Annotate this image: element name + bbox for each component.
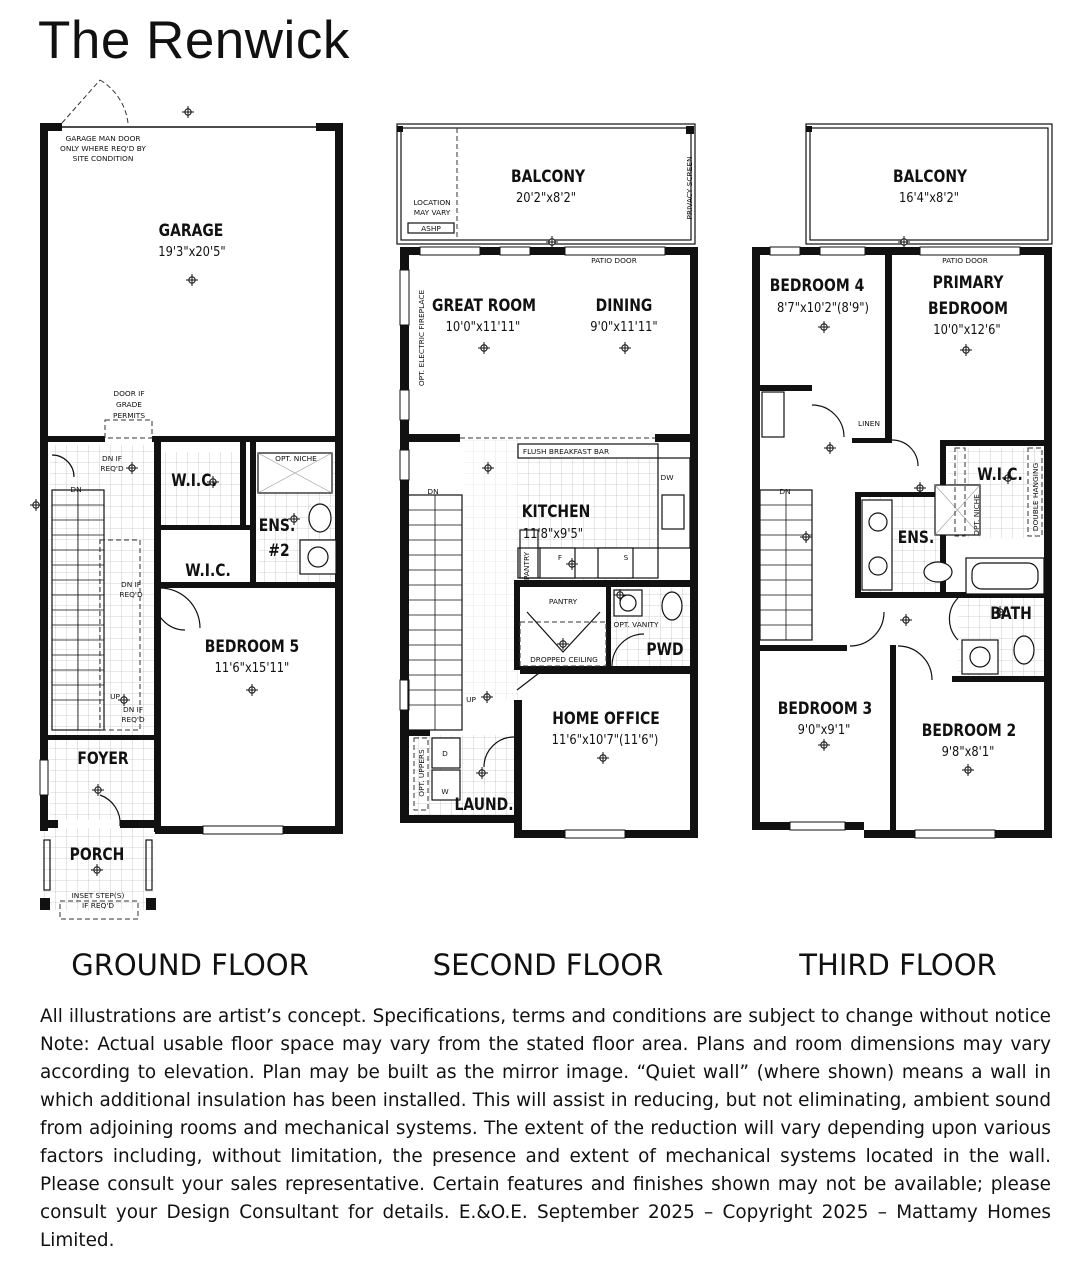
ground-wall-interior-v	[154, 442, 161, 832]
kitchen-pantry-label: PANTRY	[522, 551, 531, 581]
second-window-left-2	[400, 390, 409, 420]
office-window	[565, 830, 625, 838]
ground-wall-top-right	[316, 123, 343, 131]
ens-sink-2	[869, 557, 887, 575]
ground-floor-plan	[30, 80, 343, 919]
primary-door-swing	[892, 440, 918, 466]
bedroom4-primary-wall	[885, 250, 892, 440]
ground-floor-label: GROUND FLOOR	[71, 948, 309, 982]
reqd-note-c: REQ'D	[121, 715, 145, 724]
dryer-label: D	[442, 749, 448, 758]
pwd-name: PWD	[646, 639, 684, 660]
bedroom5-dim: 11'6"x15'11"	[214, 659, 290, 676]
second-up-label: UP	[466, 695, 476, 704]
third-patio-door-label: PATIO DOOR	[942, 256, 988, 265]
ground-wall-bottom-mid	[120, 820, 155, 828]
bedroom2-name: BEDROOM 2	[921, 720, 1017, 741]
second-window-left-1	[400, 270, 409, 325]
dn-if-note-a: DN IF	[102, 454, 122, 463]
dining-dim: 9'0"x11'11"	[590, 318, 658, 335]
garage-door-note-1: GARAGE MAN DOOR	[65, 134, 141, 143]
second-window-top-1	[420, 247, 480, 255]
door-grade-note-1: DOOR IF	[113, 389, 145, 398]
reqd-note-a: REQ'D	[100, 464, 124, 473]
opt-uppers-label: OPT. UPPERS	[417, 749, 426, 797]
dw-label: DW	[660, 473, 674, 482]
porch-name: PORCH	[69, 844, 125, 865]
wic-wall	[155, 525, 250, 530]
second-balcony-name: BALCONY	[511, 166, 586, 187]
fridge-label: F	[557, 553, 563, 562]
foyer-name: FOYER	[77, 748, 129, 769]
ground-wall-top-left	[40, 123, 62, 131]
wic-top-wall	[940, 440, 1050, 446]
kitchen-bottom-wall	[514, 580, 698, 587]
ens2-wall	[250, 442, 256, 587]
third-balcony-name: BALCONY	[893, 166, 968, 187]
bath-door-swing	[949, 598, 958, 640]
third-opt-niche-label: OPT. NICHE	[972, 494, 981, 536]
dropped-ceiling-label: DROPPED CEILING	[530, 655, 598, 664]
privacy-screen-label: PRIVACY SCREEN	[685, 156, 694, 220]
great-room-name: GREAT ROOM	[432, 295, 536, 316]
linen-wall	[852, 438, 892, 443]
ens2-toilet	[309, 504, 331, 532]
garage-dim: 19'3"x20'5"	[158, 243, 226, 260]
pantry-wall-left	[514, 580, 520, 670]
laundry-bottom-wall	[400, 815, 522, 823]
garage-name: GARAGE	[158, 220, 224, 241]
third-ens-name: ENS.	[897, 527, 935, 548]
porch-post-right	[146, 898, 156, 910]
double-hanging-label: DOUBLE HANGING	[1031, 462, 1040, 532]
ground-wall-bottom-left	[40, 820, 58, 828]
wic-side-wall	[240, 442, 246, 530]
porch-post-left	[40, 898, 50, 910]
pwd-wall	[606, 587, 611, 669]
ground-wall-left	[40, 123, 48, 831]
third-window-top-2	[820, 247, 865, 255]
bedroom4-dim: 8'7"x10'2"(8'9")	[776, 299, 870, 316]
kitchen-counter-bottom	[518, 548, 658, 581]
second-balcony-dim: 20'2"x8'2"	[515, 189, 577, 206]
location-note-1: LOCATION	[413, 198, 451, 207]
second-hall-tile	[463, 440, 518, 700]
bedroom5-name: BEDROOM 5	[204, 636, 300, 657]
third-balcony-dim: 16'4"x8'2"	[898, 189, 960, 206]
ground-window-left	[40, 760, 48, 795]
pwd-toilet	[662, 592, 682, 620]
third-floor-plan	[752, 124, 1052, 838]
stove-label: S	[623, 553, 629, 562]
third-wic-name: W.I.C.	[977, 464, 1023, 485]
bedroom2-dim: 9'8"x8'1"	[941, 743, 995, 760]
ground-up-label: UP	[110, 692, 120, 701]
fireplace-label: OPT. ELECTRIC FIREPLACE	[417, 289, 426, 387]
kitchen-name: KITCHEN	[521, 501, 591, 522]
third-patio-door	[920, 247, 1020, 255]
second-floor-plan	[397, 124, 698, 838]
dn-if-note-c: DN IF	[123, 705, 143, 714]
door-grade-note-2: GRADE	[116, 400, 142, 409]
second-dn-label: DN	[427, 487, 439, 496]
bedroom5-door-swing	[160, 588, 200, 628]
third-stair-treads	[760, 490, 812, 640]
garage-man-door-swing	[62, 80, 128, 123]
door-if-grade-outline	[105, 420, 152, 438]
third-wall-left	[752, 247, 760, 829]
plan-title: The Renwick	[38, 11, 350, 70]
ens2-sink	[308, 547, 328, 567]
home-office-name: HOME OFFICE	[552, 708, 660, 729]
bedroom2-window	[915, 830, 995, 838]
legal-disclaimer: All illustrations are artist’s concept. Specifications, terms and conditions are subject to change without notice Note: Actual usable floor space may vary from the stated floor area. Plans and room dimensions may vary according to elevation. Plan may be built as the mirror image. “Quiet wall” (where shown) means a wall in which additional insulation has been installed. This will assist in reducing, but not eliminating, ambient sound from adjoining rooms and mechanical systems. The extent of the reduction will vary depending upon various factors including, without limitation, the presence and extent of mechanical systems located in the wall. Please consult your sales representative. Certain features and finishes shown may not be available; please consult your Design Consultant for details. E.&O.E. September 2025 – Copyright 2025 – Mattamy Homes Limited.	[40, 1006, 1051, 1251]
great-room-wall-right	[655, 434, 698, 442]
inset-step-note-2: IF REQ'D	[81, 901, 115, 910]
patio-door	[565, 247, 665, 255]
second-floor-label: SECOND FLOOR	[432, 948, 664, 982]
primary-name-2: BEDROOM	[928, 298, 1008, 319]
bedroom3-top-wall	[752, 645, 847, 651]
bedroom2-door-swing	[898, 646, 932, 680]
ens-toilet	[924, 562, 952, 582]
pantry-label: PANTRY	[548, 597, 578, 606]
third-wall-right	[1044, 247, 1052, 837]
second-window-top-2	[500, 247, 530, 255]
ground-window-bottom	[203, 826, 283, 834]
garage-door-note-2: ONLY WHERE REQ'D BY	[60, 144, 146, 153]
garage-wall-a	[40, 436, 105, 442]
bedroom4-bottom-wall	[752, 385, 812, 391]
great-room-dim: 10'0"x11'11"	[445, 318, 521, 335]
primary-name-1: PRIMARY	[932, 272, 1004, 293]
bedroom4-door-swing	[812, 405, 844, 437]
ens2-name-1: ENS.	[258, 515, 296, 536]
garage-wall-b	[152, 436, 343, 442]
dining-name: DINING	[595, 295, 653, 316]
bath-toilet	[1014, 636, 1034, 664]
bedroom3-dim: 9'0"x9'1"	[797, 721, 851, 738]
kitchen-sink	[662, 495, 684, 529]
laundry-top-wall	[400, 730, 430, 736]
ashp-label: ASHP	[421, 224, 441, 233]
ground-opt-niche: OPT. NICHE	[275, 454, 317, 463]
second-window-left-3	[400, 450, 409, 480]
ground-wall-right	[335, 123, 343, 831]
reqd-note-b: REQ'D	[119, 590, 143, 599]
location-note-2: MAY VARY	[413, 208, 451, 217]
laundry-name: LAUND.	[454, 794, 514, 815]
third-closet	[762, 392, 784, 437]
kitchen-dim: 11'8"x9'5"	[522, 525, 584, 542]
garage-door-note-3: SITE CONDITION	[72, 154, 134, 163]
bedroom3-door-swing	[850, 612, 884, 646]
bedroom-divider-wall	[890, 645, 896, 830]
breakfast-bar-label: FLUSH BREAKFAST BAR	[522, 447, 610, 456]
ens-top-wall	[855, 492, 945, 497]
bedroom5-top-wall	[155, 582, 343, 588]
third-window-top-1	[770, 247, 800, 255]
third-dn-label: DN	[779, 487, 791, 496]
bedroom2-top-wall	[952, 676, 1050, 682]
home-office-dim: 11'6"x10'7"(11'6")	[551, 731, 659, 748]
foyer-wall	[40, 735, 158, 740]
bedroom4-name: BEDROOM 4	[769, 275, 865, 296]
bath-sink	[970, 647, 990, 667]
opt-vanity-label: OPT. VANITY	[613, 620, 659, 629]
ens-sink-1	[869, 513, 887, 531]
second-wall-right	[690, 247, 698, 837]
bath-name: BATH	[990, 603, 1032, 624]
bedroom3-window	[790, 822, 845, 830]
bedroom3-name: BEDROOM 3	[777, 698, 873, 719]
ens-left-wall	[855, 492, 861, 597]
linen-label: LINEN	[857, 419, 881, 428]
dn-if-note-b: DN IF	[121, 580, 141, 589]
ens2-name-2: #2	[268, 540, 290, 561]
washer-label: W	[441, 787, 449, 796]
ground-dn-label: DN	[70, 485, 82, 494]
second-stair-treads	[408, 495, 462, 730]
ground-wic1-name: W.I.C.	[171, 470, 217, 491]
second-patio-door-label: PATIO DOOR	[591, 256, 637, 265]
door-grade-note-3: PERMITS	[112, 411, 146, 420]
primary-dim: 10'0"x12'6"	[933, 321, 1001, 338]
third-floor-label: THIRD FLOOR	[799, 948, 997, 982]
great-room-wall-left	[400, 434, 460, 442]
inset-step-note-1: INSET STEP(S)	[71, 891, 125, 900]
ground-wic2-name: W.I.C.	[185, 560, 231, 581]
